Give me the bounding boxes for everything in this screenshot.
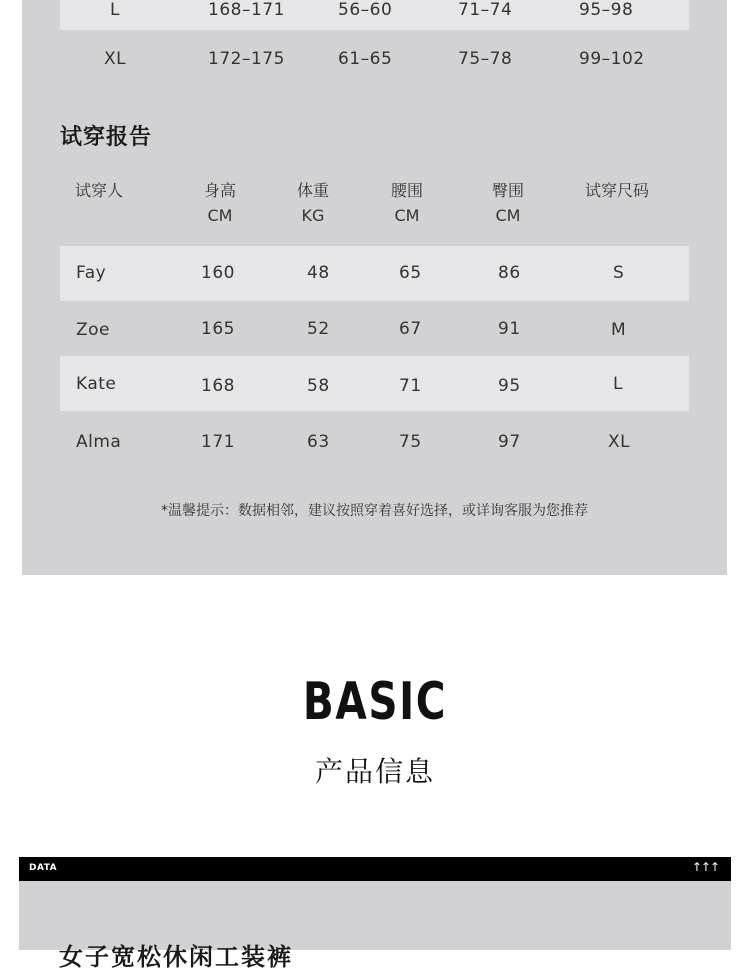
header-label: 身高 <box>203 181 236 200</box>
basic-title: BASIC <box>302 672 448 732</box>
header-unit: CM <box>207 206 233 225</box>
tester-height: 168 <box>201 376 235 396</box>
table-row <box>60 246 689 301</box>
header-hip <box>488 178 528 228</box>
tester-name: Kate <box>76 374 117 394</box>
size-weight: 56–60 <box>338 0 393 20</box>
header-label: 臀围 <box>491 181 524 200</box>
tester-size: XL <box>608 432 631 452</box>
header-tester <box>75 178 123 203</box>
tester-hip: 91 <box>498 319 521 339</box>
header-label: 试穿人 <box>75 181 124 200</box>
tester-waist: 65 <box>399 263 422 283</box>
size-hip: 95–98 <box>579 0 634 20</box>
tester-waist: 71 <box>399 376 422 396</box>
tester-height: 165 <box>201 319 235 339</box>
tester-hip: 86 <box>498 263 521 283</box>
data-bar <box>19 857 731 881</box>
tester-size: L <box>613 374 623 394</box>
tester-waist: 75 <box>399 432 422 452</box>
tester-weight: 52 <box>307 319 330 339</box>
tester-size: S <box>613 263 625 283</box>
tester-name: Zoe <box>76 320 111 340</box>
tester-height: 160 <box>201 263 235 283</box>
fit-note: *温馨提示：数据相邻，建议按照穿着喜好选择，或详询客服为您推荐 <box>161 503 588 519</box>
tester-waist: 67 <box>399 319 422 339</box>
size-row-xl <box>60 30 689 85</box>
tester-hip: 95 <box>498 376 521 396</box>
header-weight <box>293 178 333 228</box>
table-row <box>60 356 689 411</box>
product-title: 女子宽松休闲工装裤 <box>59 943 293 971</box>
fit-report-title: 试穿报告 <box>60 125 153 150</box>
table-row <box>60 301 689 356</box>
header-fit-size <box>585 178 649 203</box>
size-hip: 99–102 <box>579 49 645 69</box>
size-panel <box>22 0 727 575</box>
tester-name: Fay <box>76 263 107 283</box>
data-label: DATA <box>29 863 58 873</box>
header-unit: CM <box>495 206 521 225</box>
size-height: 168–171 <box>208 0 285 20</box>
size-row-l <box>60 0 689 30</box>
size-weight: 61–65 <box>338 49 393 69</box>
tester-weight: 48 <box>307 263 330 283</box>
header-label: 试穿尺码 <box>585 181 650 200</box>
header-unit: CM <box>394 206 420 225</box>
tester-weight: 63 <box>307 432 330 452</box>
header-label: 腰围 <box>390 181 423 200</box>
product-panel <box>19 881 731 971</box>
header-label: 体重 <box>296 181 329 200</box>
up-arrows-icon: ↑↑↑ <box>691 860 719 874</box>
header-waist <box>387 178 427 228</box>
tester-height: 171 <box>201 432 235 452</box>
header-height <box>200 178 240 228</box>
tester-weight: 58 <box>307 376 330 396</box>
header-unit: KG <box>301 206 325 225</box>
tester-hip: 97 <box>498 432 521 452</box>
size-height: 172–175 <box>208 49 285 69</box>
size-label: L <box>110 0 120 20</box>
table-row <box>60 411 689 466</box>
basic-subtitle: 产品信息 <box>314 755 435 788</box>
tester-size: M <box>611 320 627 340</box>
size-waist: 71–74 <box>458 0 513 20</box>
size-waist: 75–78 <box>458 49 513 69</box>
size-label: XL <box>104 49 127 69</box>
tester-name: Alma <box>76 432 122 452</box>
